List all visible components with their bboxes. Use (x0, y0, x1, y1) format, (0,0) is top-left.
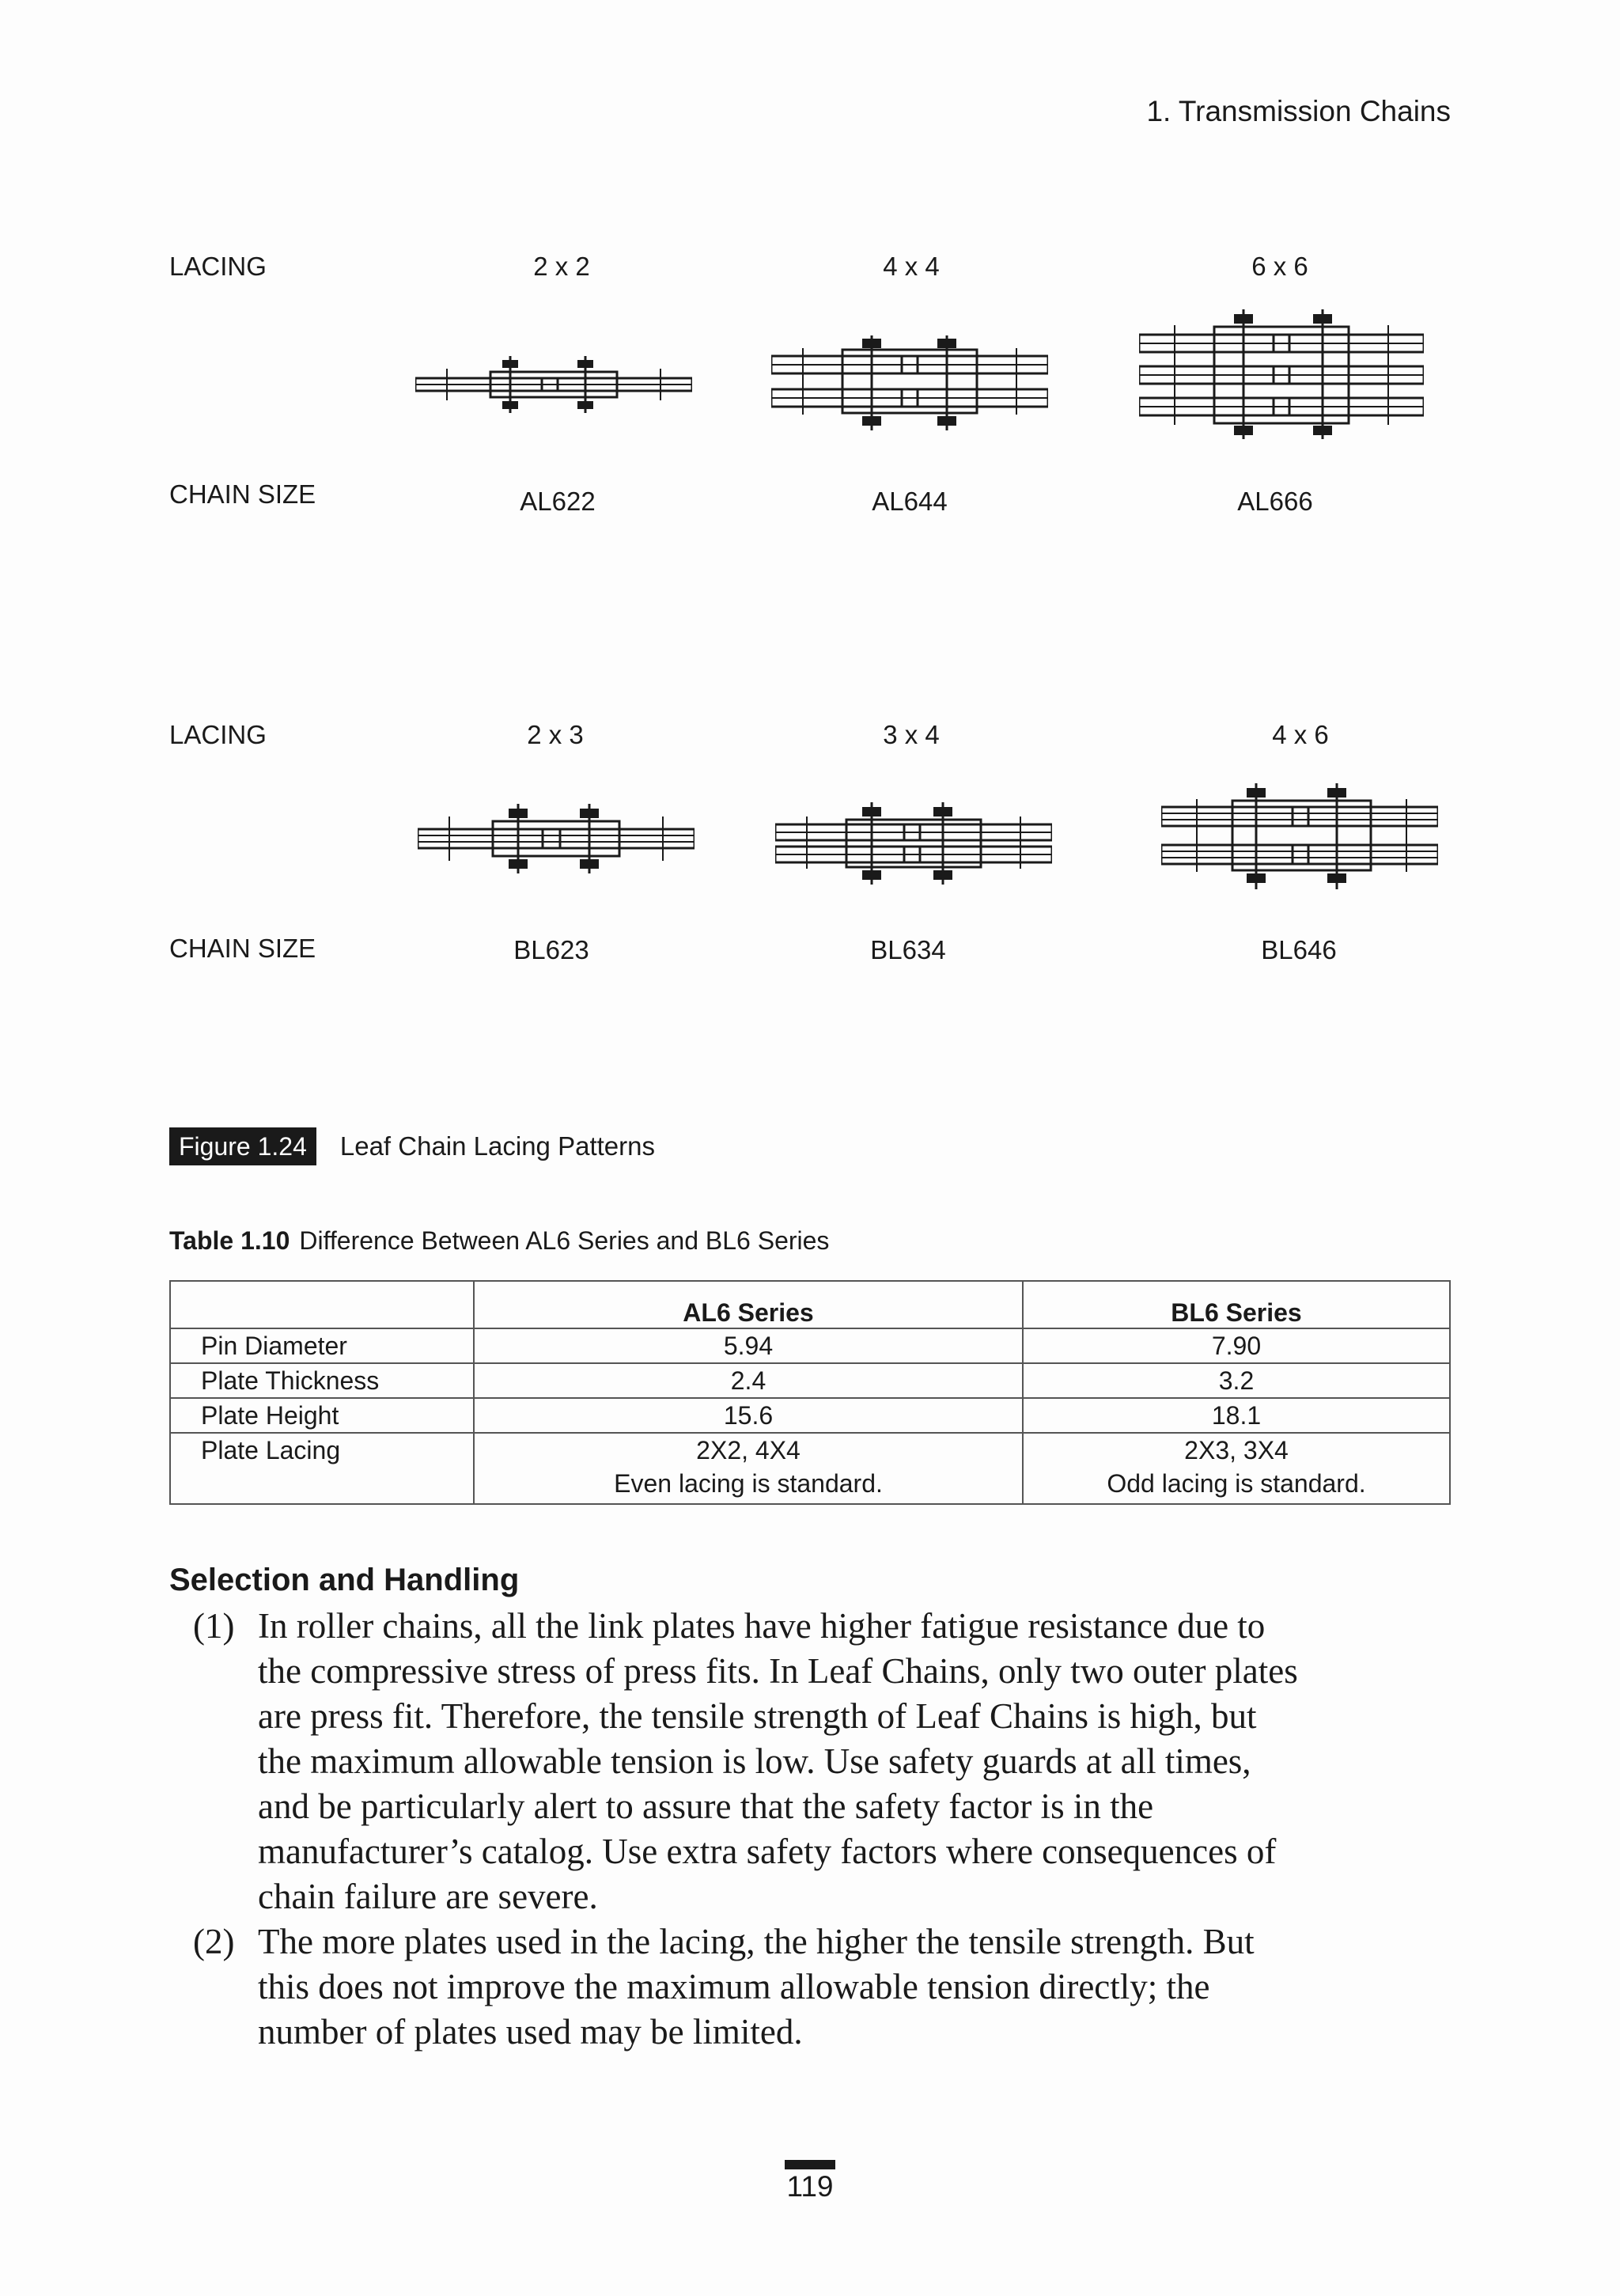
leaf-chain-4x4-icon (771, 332, 1048, 435)
text-line: this does not improve the maximum allowable tension directly; the (258, 1967, 1210, 2006)
chain-size-label: CHAIN SIZE (169, 934, 316, 963)
text-line: chain failure are severe. (258, 1877, 598, 1916)
lacing-value: 3 x 4 (883, 720, 940, 749)
list-item-text (258, 1604, 1460, 1919)
table-caption (169, 1226, 829, 1256)
table-cell: 5.94 (474, 1328, 1023, 1363)
running-head: 1. Transmission Chains (1146, 95, 1451, 127)
lacing-value: 6 x 6 (1251, 252, 1308, 281)
table-cell (474, 1433, 1023, 1504)
table-cell: Pin Diameter (170, 1328, 474, 1363)
leaf-chain-2x3-icon (418, 799, 695, 878)
text-line: In roller chains, all the link plates have higher fatigue resistance due to (258, 1606, 1266, 1646)
lacing-label: LACING (169, 252, 267, 281)
leaf-chain-4x6-icon (1161, 783, 1438, 894)
text-line: number of plates used may be limited. (258, 2012, 803, 2052)
table-row (170, 1328, 1450, 1363)
chain-size-label: CHAIN SIZE (169, 479, 316, 509)
table-header-cell (170, 1281, 474, 1328)
chain-size-value: BL634 (870, 935, 946, 964)
comparison-table (169, 1280, 1451, 1505)
section-heading: Selection and Handling (169, 1563, 520, 1597)
list-item-number: (1) (193, 1606, 235, 1646)
table-row (170, 1363, 1450, 1398)
lacing-value: 2 x 2 (533, 252, 590, 281)
chain-size-value: BL646 (1261, 935, 1337, 964)
leaf-chain-6x6-icon (1139, 305, 1424, 443)
table-cell-note: Even lacing is standard. (614, 1469, 883, 1498)
table-cell: Plate Height (170, 1398, 474, 1433)
text-line: the maximum allowable tension is low. Use safety guards at all times, (258, 1741, 1251, 1781)
page-number: 119 (786, 2170, 834, 2203)
chain-size-value: AL644 (872, 487, 948, 516)
chain-size-value: AL622 (520, 487, 596, 516)
table-cell-value: 2X3, 3X4 (1184, 1436, 1289, 1464)
table-cell-note: Odd lacing is standard. (1107, 1469, 1366, 1498)
table-number: Table 1.10 (169, 1226, 290, 1255)
table-title: Difference Between AL6 Series and BL6 Series (299, 1226, 830, 1255)
figure-title: Leaf Chain Lacing Patterns (339, 1131, 655, 1161)
table-cell: 7.90 (1023, 1328, 1450, 1363)
table-row (170, 1398, 1450, 1433)
table-cell: Plate Thickness (170, 1363, 474, 1398)
lacing-label: LACING (169, 720, 267, 749)
text-line: and be particularly alert to assure that the safety factor is in the (258, 1786, 1154, 1826)
leaf-chain-2x2-icon (415, 348, 692, 419)
table-cell: 2.4 (474, 1363, 1023, 1398)
lacing-value: 4 x 6 (1272, 720, 1329, 749)
table-header-row (170, 1281, 1450, 1328)
list-item-number: (2) (193, 1922, 235, 1961)
leaf-chain-3x4-icon (775, 799, 1052, 886)
table-cell (1023, 1433, 1450, 1504)
table-row (170, 1433, 1450, 1504)
table-cell-value: 2X2, 4X4 (696, 1436, 801, 1464)
lacing-value: 4 x 4 (883, 252, 940, 281)
table-cell: Plate Lacing (170, 1433, 474, 1504)
list-item-text (258, 1919, 1460, 2055)
figure-caption (169, 1127, 655, 1165)
table-header-cell: AL6 Series (474, 1281, 1023, 1328)
text-line: the compressive stress of press fits. In Leaf Chains, only two outer plates (258, 1651, 1298, 1691)
text-line: The more plates used in the lacing, the higher the tensile strength. But (258, 1922, 1255, 1961)
text-line: manufacturer’s catalog. Use extra safety factors where consequences of (258, 1832, 1277, 1871)
chain-size-value: BL623 (513, 935, 589, 964)
page-number-bar (785, 2160, 835, 2169)
table-cell: 18.1 (1023, 1398, 1450, 1433)
chain-size-value: AL666 (1237, 487, 1313, 516)
table-cell: 15.6 (474, 1398, 1023, 1433)
lacing-value: 2 x 3 (527, 720, 584, 749)
table-cell: 3.2 (1023, 1363, 1450, 1398)
table-header-cell: BL6 Series (1023, 1281, 1450, 1328)
figure-number-badge: Figure 1.24 (169, 1127, 316, 1165)
text-line: are press fit. Therefore, the tensile strength of Leaf Chains is high, but (258, 1696, 1257, 1736)
